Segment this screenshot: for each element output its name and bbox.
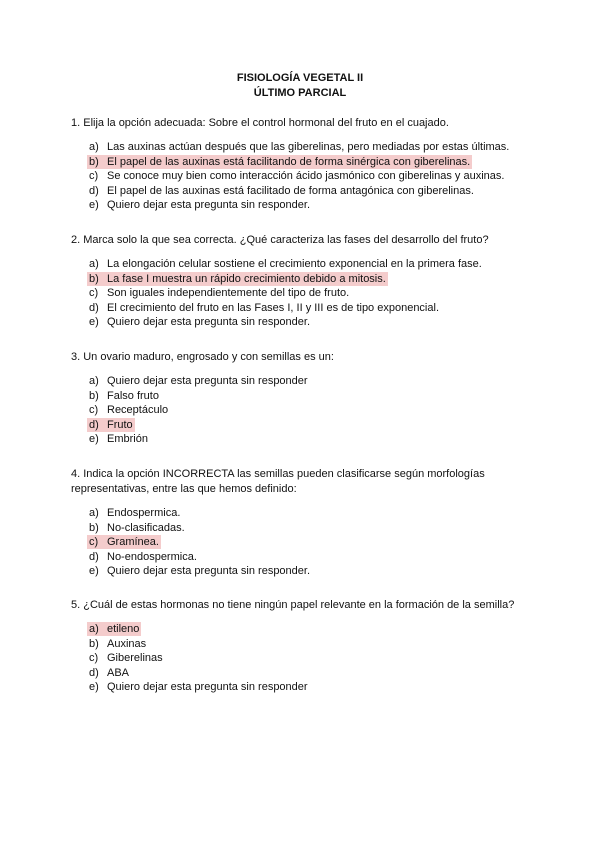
- answer-option[interactable]: [71, 389, 531, 404]
- option-letter: b): [89, 389, 99, 402]
- option-text: Auxinas: [107, 637, 147, 650]
- answer-option[interactable]: [71, 666, 531, 681]
- option-text: Quiero dejar esta pregunta sin responder: [107, 681, 308, 694]
- option-text: El papel de las auxinas está facilitando de forma sinérgica con giberelinas.: [107, 155, 471, 168]
- option-letter: a): [89, 258, 99, 270]
- option-letter: b): [89, 637, 99, 650]
- option-letter: b): [89, 521, 99, 534]
- option-text: La elongación celular sostiene el crecimiento exponencial en la primera fase.: [107, 258, 482, 270]
- option-text: Son iguales independientemente del tipo de fruto.: [107, 287, 350, 300]
- option-text: Quiero dejar esta pregunta sin responder.: [107, 199, 311, 212]
- option-letter: c): [89, 404, 99, 417]
- question-text: 3. Un ovario maduro, engrosado y con semillas es un:: [71, 351, 334, 363]
- question-5: [71, 598, 531, 695]
- option-letter: a): [89, 623, 99, 635]
- answer-option[interactable]: [71, 169, 531, 184]
- answer-option[interactable]: [71, 257, 531, 272]
- answer-option-selected[interactable]: [71, 535, 531, 550]
- option-text: Se conoce muy bien como interacción ácido jasmónico con giberelinas y auxinas.: [107, 170, 505, 183]
- answer-option[interactable]: [71, 315, 531, 330]
- option-text: No-endospermica.: [107, 550, 197, 563]
- answer-option[interactable]: [71, 198, 531, 213]
- question-text: 4. Indica la opción INCORRECTA las semillas pueden clasificarse según morfologías representativas, entre las que hemos definido:: [71, 468, 485, 495]
- answer-options: [71, 140, 531, 213]
- answer-option[interactable]: [71, 680, 531, 695]
- option-text: Endospermica.: [107, 507, 181, 519]
- question-2: [71, 233, 531, 330]
- option-text: Falso fruto: [107, 389, 159, 402]
- option-letter: d): [89, 550, 99, 563]
- option-text: Receptáculo: [107, 404, 169, 417]
- option-letter: c): [89, 170, 99, 183]
- answer-option[interactable]: [71, 506, 531, 521]
- option-letter: a): [89, 507, 99, 519]
- option-text: La fase I muestra un rápido crecimiento debido a mitosis.: [107, 272, 386, 285]
- option-text: Fruto: [107, 418, 133, 431]
- option-letter: d): [89, 666, 99, 679]
- option-text: No-clasificadas.: [107, 521, 185, 534]
- option-letter: e): [89, 565, 99, 578]
- option-text: El papel de las auxinas está facilitado de forma antagónica con giberelinas.: [107, 184, 474, 197]
- option-text: Quiero dejar esta pregunta sin responder.: [107, 565, 311, 578]
- answer-option[interactable]: [71, 140, 531, 155]
- option-letter: a): [89, 141, 99, 153]
- option-letter: e): [89, 316, 99, 329]
- answer-options: [71, 374, 531, 447]
- page-title: FISIOLOGÍA VEGETAL II: [236, 72, 364, 84]
- answer-option-selected[interactable]: [71, 155, 531, 170]
- option-text: ABA: [107, 666, 130, 679]
- option-letter: d): [89, 418, 99, 431]
- option-letter: e): [89, 433, 99, 446]
- question-4: [71, 467, 531, 579]
- answer-option[interactable]: [71, 521, 531, 536]
- option-letter: d): [89, 301, 99, 314]
- answer-option[interactable]: [71, 637, 531, 652]
- question-3: [71, 350, 531, 447]
- option-text: Quiero dejar esta pregunta sin responder.: [107, 316, 311, 329]
- page-subtitle: ÚLTIMO PARCIAL: [253, 87, 347, 99]
- answer-option-selected[interactable]: [71, 622, 531, 637]
- answer-option[interactable]: [71, 184, 531, 199]
- answer-option[interactable]: [71, 564, 531, 579]
- option-text: etileno: [107, 623, 140, 635]
- option-letter: c): [89, 536, 99, 549]
- answer-option[interactable]: [71, 374, 531, 389]
- answer-options: [71, 257, 531, 330]
- answer-option[interactable]: [71, 432, 531, 447]
- option-letter: e): [89, 681, 99, 694]
- option-letter: e): [89, 199, 99, 212]
- option-letter: b): [89, 272, 99, 285]
- answer-option[interactable]: [71, 301, 531, 316]
- question-1: [71, 116, 531, 213]
- option-text: Quiero dejar esta pregunta sin responder: [107, 375, 308, 387]
- answer-option-selected[interactable]: [71, 418, 531, 433]
- option-letter: c): [89, 652, 99, 665]
- option-text: Gramínea.: [107, 536, 159, 549]
- option-letter: b): [89, 155, 99, 168]
- option-letter: c): [89, 287, 99, 300]
- answer-option[interactable]: [71, 550, 531, 565]
- answer-options: [71, 622, 531, 695]
- option-text: Giberelinas: [107, 652, 163, 665]
- option-text: Las auxinas actúan después que las giberelinas, pero mediadas por estas últimas.: [107, 141, 510, 153]
- option-text: Embrión: [107, 433, 148, 446]
- option-letter: d): [89, 184, 99, 197]
- answer-option[interactable]: [71, 651, 531, 666]
- question-text: 2. Marca solo la que sea correcta. ¿Qué caracteriza las fases del desarrollo del fruto?: [71, 234, 489, 246]
- option-text: El crecimiento del fruto en las Fases I, II y III es de tipo exponencial.: [107, 301, 439, 314]
- option-letter: a): [89, 375, 99, 387]
- answer-option[interactable]: [71, 403, 531, 418]
- answer-options: [71, 506, 531, 579]
- question-text: 1. Elija la opción adecuada: Sobre el control hormonal del fruto en el cuajado.: [71, 117, 449, 129]
- question-text: 5. ¿Cuál de estas hormonas no tiene ningún papel relevante en la formación de la semilla?: [71, 599, 515, 611]
- answer-option-selected[interactable]: [71, 272, 531, 287]
- answer-option[interactable]: [71, 286, 531, 301]
